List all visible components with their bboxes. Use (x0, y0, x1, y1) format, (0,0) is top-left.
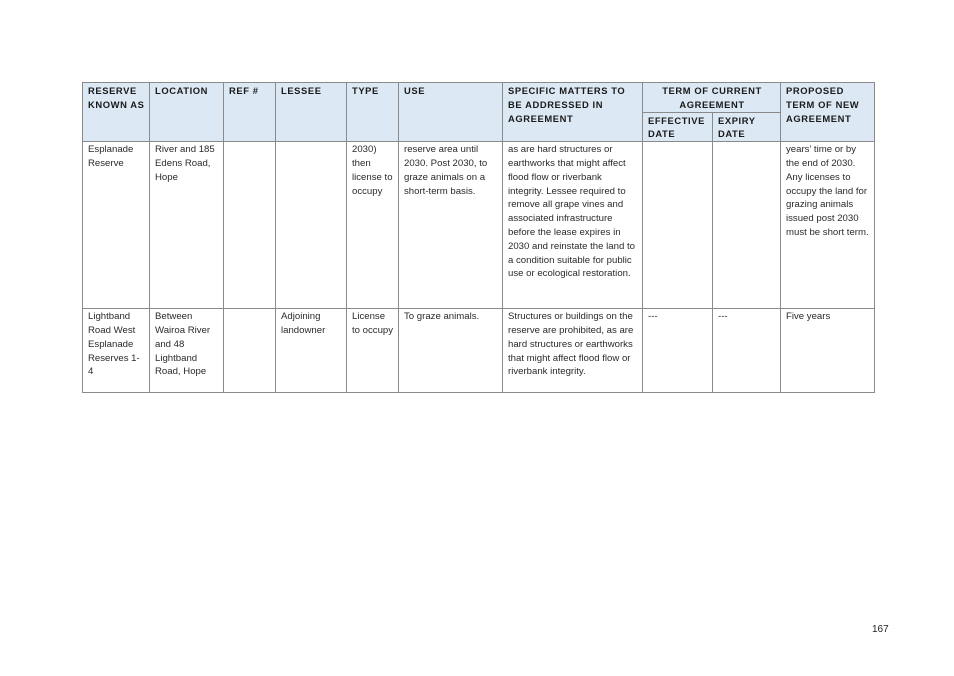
cell-reserve: Lightband Road West Esplanade Reserves 1-4 (83, 309, 150, 393)
cell-effective-date: --- (643, 309, 713, 393)
reserves-table (82, 82, 875, 393)
cell-lessee: Adjoining landowner (276, 309, 347, 393)
header-expiry-date: EXPIRY DATE (713, 112, 781, 142)
cell-type: 2030) then license to occupy (347, 142, 399, 309)
header-specific-matters: SPECIFIC MATTERS TO BE ADDRESSED IN AGREEMENT (503, 83, 643, 142)
header-ref: REF # (224, 83, 276, 142)
header-term-of-current-agreement: TERM OF CURRENT AGREEMENT (643, 83, 781, 113)
header-location: LOCATION (150, 83, 224, 142)
cell-reserve: Esplanade Reserve (83, 142, 150, 309)
header-reserve-known-as: RESERVE KNOWN AS (83, 83, 150, 142)
page-number: 167 (872, 624, 889, 635)
cell-effective-date (643, 142, 713, 309)
table-row (83, 309, 875, 393)
cell-specific-matters: as are hard structures or earthworks that might affect flood flow or riverbank integrity. Lessee required to remove all grape vines and associated infrastructure before the lease expires in 2030 and reinstate the land to a condition suitable for public use or ecological restoration. (503, 142, 643, 309)
cell-proposed-term: years’ time or by the end of 2030. Any licenses to occupy the land for grazing animals issued post 2030 must be short term. (781, 142, 875, 309)
cell-use: To graze animals. (399, 309, 503, 393)
header-use: USE (399, 83, 503, 142)
cell-ref (224, 309, 276, 393)
cell-specific-matters: Structures or buildings on the reserve are prohibited, as are hard structures or earthworks that might affect flood flow or riverbank integrity. (503, 309, 643, 393)
cell-proposed-term: Five years (781, 309, 875, 393)
table-row (83, 142, 875, 309)
cell-expiry-date (713, 142, 781, 309)
cell-ref (224, 142, 276, 309)
header-type: TYPE (347, 83, 399, 142)
header-proposed-term: PROPOSED TERM OF NEW AGREEMENT (781, 83, 875, 142)
cell-lessee (276, 142, 347, 309)
cell-use: reserve area until 2030. Post 2030, to graze animals on a short-term basis. (399, 142, 503, 309)
cell-location: River and 185 Edens Road, Hope (150, 142, 224, 309)
cell-expiry-date: --- (713, 309, 781, 393)
header-effective-date: EFFECTIVE DATE (643, 112, 713, 142)
cell-location: Between Wairoa River and 48 Lightband Road, Hope (150, 309, 224, 393)
cell-type: License to occupy (347, 309, 399, 393)
header-lessee: LESSEE (276, 83, 347, 142)
